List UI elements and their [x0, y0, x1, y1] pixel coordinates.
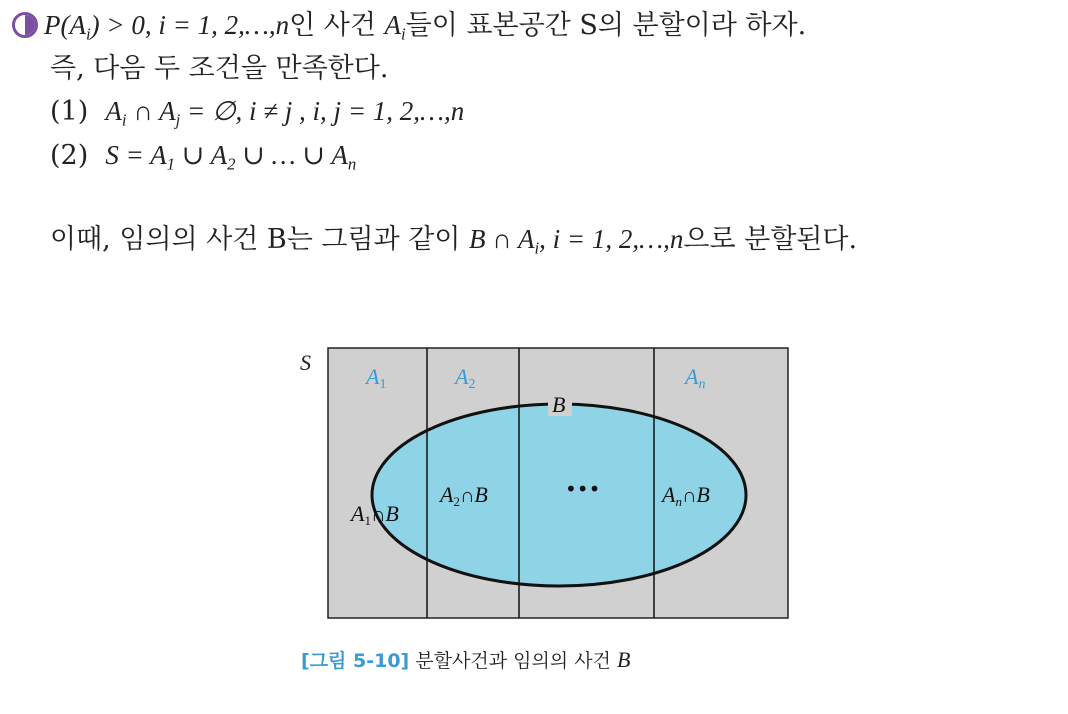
label-b: B: [552, 392, 566, 417]
label-a1: A1: [366, 364, 387, 392]
label-an: An: [685, 364, 706, 392]
definition-line-2: 즉, 다음 두 조건을 만족한다.: [50, 53, 389, 84]
sample-space-label: S: [300, 350, 311, 375]
figure-number: [그림 5-10]: [301, 650, 410, 672]
label-a2-intersect-b: A2∩B: [440, 482, 488, 509]
condition-1: (1) $A_i$ ∩ $A_j$ = ∅, i ≠ j , i, j = 1, 2,…,n: [50, 96, 465, 130]
ellipsis-dots: •••: [565, 477, 601, 501]
figure-caption: [그림 5-10] 분할사건과 임의의 사건 B: [301, 647, 631, 672]
definition-line-1: $P(A_i) > 0$, i = 1, 2,…,n인 사건 $A_i$들이 표본공간 S의 분할이라 하자.: [12, 8, 806, 43]
label-a2: A2: [455, 364, 476, 392]
label-a1-intersect-b: A1∩B: [351, 501, 399, 528]
label-an-intersect-b: An∩B: [662, 482, 710, 509]
condition-2: (2) $S = A_1$ ∪ $A_2$ ∪ … ∪ $A_n$: [50, 140, 357, 174]
statement-line: 이때, 임의의 사건 B는 그림과 같이 B ∩ $A_i$, i = 1, 2,…,n으로 분할된다.: [50, 224, 858, 258]
